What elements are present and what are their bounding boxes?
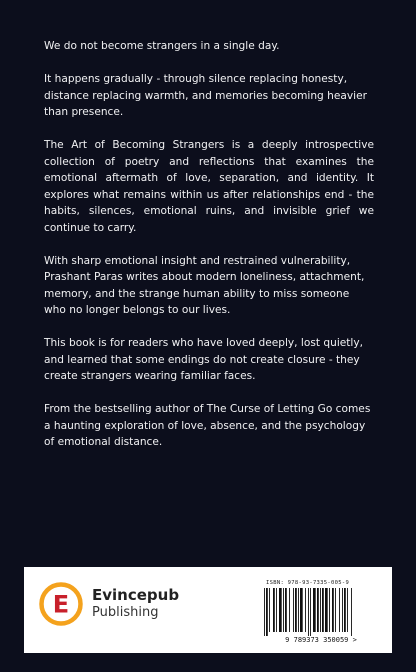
barcode-bar	[276, 588, 277, 632]
barcode-bar	[344, 588, 346, 632]
blurb-paragraph-5: This book is for readers who have loved deeply, lost quietly, and learned that some endings do not create closure - they create strangers wearing familiar faces.	[44, 337, 364, 382]
barcode-bar	[298, 588, 299, 632]
barcode-bar	[279, 588, 282, 632]
barcode-bar	[293, 588, 294, 632]
isbn-label: ISBN: 978-93-7335-005-9	[266, 580, 350, 586]
barcode-bar	[335, 588, 336, 632]
publisher-subtitle: Publishing	[92, 605, 159, 620]
barcode-bar	[295, 588, 297, 632]
evincepub-logo-icon	[38, 581, 84, 627]
barcode-bar	[308, 588, 309, 636]
barcode-bar	[300, 588, 303, 632]
barcode-bar	[313, 588, 316, 632]
blurb-paragraph-1: We do not become strangers in a single day.	[44, 40, 280, 52]
barcode-bar	[283, 588, 284, 632]
barcode-bar	[347, 588, 348, 632]
barcode-bar	[329, 588, 330, 632]
publisher-band	[24, 567, 392, 653]
barcode-bar	[339, 588, 340, 632]
barcode-bar	[322, 588, 324, 632]
barcode-bar	[351, 588, 352, 636]
barcode-bar	[305, 588, 306, 632]
barcode-bar	[269, 588, 270, 632]
publisher-logo-text	[92, 586, 179, 621]
barcode-bar	[332, 588, 334, 632]
blurb-paragraph-6: From the bestselling author of The Curse of Letting Go comes a haunting exploration of love, absence, and the psychology of emotional distance.	[44, 403, 371, 448]
barcode-bar	[285, 588, 287, 632]
barcode-bar	[325, 588, 328, 632]
barcode-bar	[264, 588, 265, 636]
back-cover-blurb	[44, 38, 374, 467]
barcode-bar	[320, 588, 321, 632]
blurb-paragraph-2: It happens gradually - through silence replacing honesty, distance replacing warmth, and memories becoming heavier than presence.	[44, 73, 367, 118]
barcode-bar	[266, 588, 268, 636]
barcode-bar	[317, 588, 319, 632]
isbn-barcode	[260, 588, 382, 644]
blurb-paragraph-3: The Art of Becoming Strangers is a deeply introspective collection of poetry and reflections that examines the emotional aftermath of love, separation, and identity. It explores what remains within us after relationships end - the habits, silences, emotional ruins, and invisible grief we continue to carry.	[44, 139, 374, 234]
barcode-bar	[273, 588, 275, 632]
barcode-bar	[289, 588, 290, 632]
barcode-bar	[342, 588, 343, 632]
publisher-name: Evincepub	[92, 586, 180, 604]
barcode-digits: 9 789373 350059 >	[285, 636, 357, 644]
blurb-paragraph-4: With sharp emotional insight and restrained vulnerability, Prashant Paras writes about modern loneliness, attachment, memory, and the strange human ability to miss someone who no longer belongs to our lives.	[44, 254, 365, 316]
logo-letter: E	[52, 590, 70, 619]
barcode-bar	[310, 588, 311, 636]
